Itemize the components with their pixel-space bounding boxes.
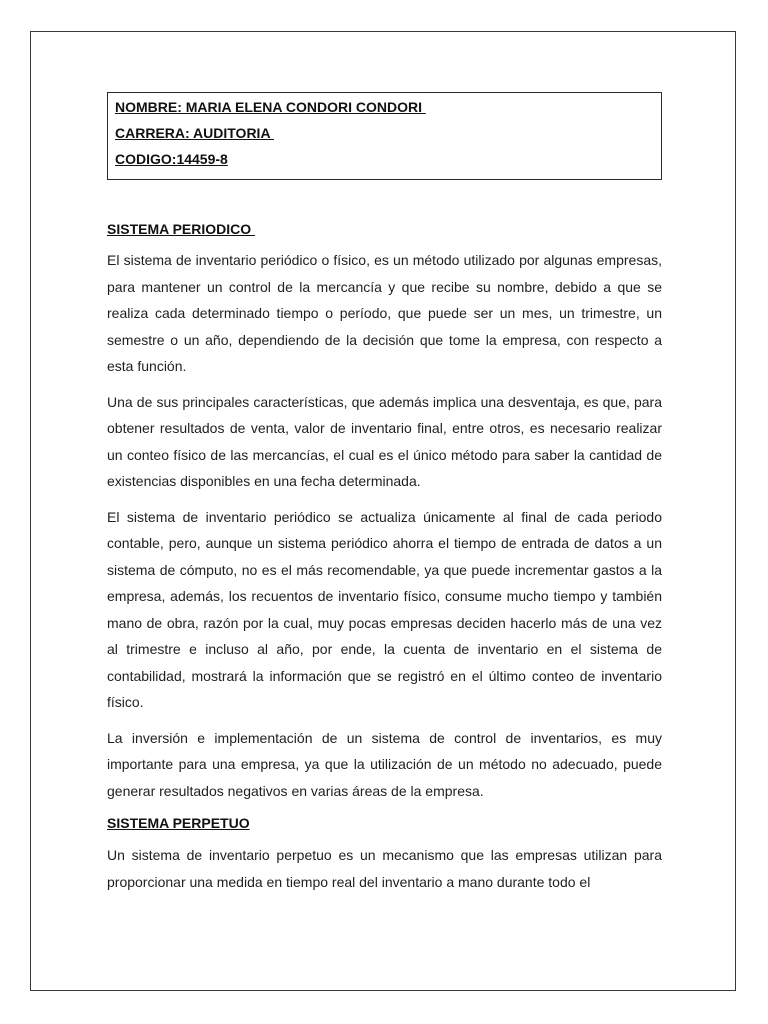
paragraph-perpetuo-1: Un sistema de inventario perpetuo es un mecanismo que las empresas utilizan para proporcionar una medida en tiempo real del inventario a mano durante todo el [107,847,662,890]
paragraph-periodico-3: El sistema de inventario periódico se actualiza únicamente al final de cada periodo contable, pero, aunque un sistema periódico ahorra el tiempo de entrada de datos a un sistema de cómputo, no es el más recomendable, ya que puede incrementar gastos a la empresa, además, los recuentos de inventario físico, consume mucho tiempo y también mano de obra, razón por la cual, muy pocas empresas deciden hacerlo más de una vez al trimestre e incluso al año, por ende, la cuenta de inventario en el sistema de contabilidad, mostrará la información que se registró en el último conteo de inventario físico. [107,508,662,710]
document-content [107,92,662,895]
document-page [30,31,736,991]
student-career: CARRERA: AUDITORIA [115,125,274,141]
student-info-box [107,92,662,180]
student-code: CODIGO:14459-8 [115,151,228,167]
paragraph-periodico-1: El sistema de inventario periódico o físico, es un método utilizado por algunas empresas, para mantener un control de la mercancía y que recibe su nombre, debido a que se realiza cada determinado tiempo o período, que puede ser un mes, un trimestre, un semestre o un año, dependiendo de la decisión que tome la empresa, con respecto a esta función. [107,252,662,374]
student-name: NOMBRE: MARIA ELENA CONDORI CONDORI [115,99,426,115]
paragraph-periodico-2: Una de sus principales características, que además implica una desventaja, es que, para obtener resultados de venta, valor de inventario final, entre otros, es necesario realizar un conteo físico de las mercancías, el cual es el único método para saber la cantidad de existencias disponibles en una fecha determinada. [107,393,662,489]
paragraph-periodico-4: La inversión e implementación de un sistema de control de inventarios, es muy importante para una empresa, ya que la utilización de un método no adecuado, puede generar resultados negativos en varias áreas de la empresa. [107,729,662,799]
section-title-perpetuo: SISTEMA PERPETUO [107,815,250,831]
section-title-periodico: SISTEMA PERIODICO [107,221,256,237]
